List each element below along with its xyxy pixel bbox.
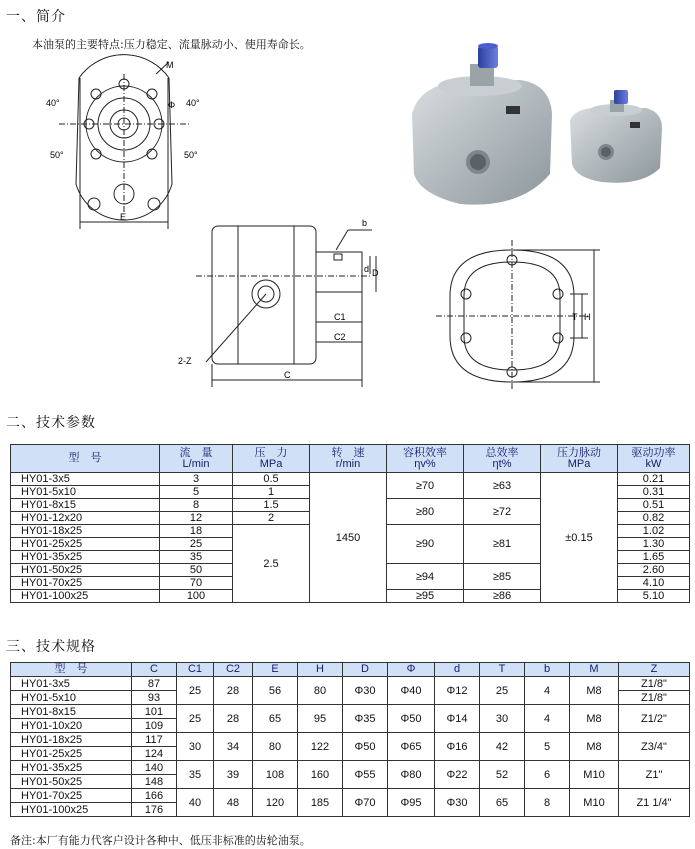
table-cell: HY01-35x25 — [11, 761, 132, 775]
table-cell: HY01-8x15 — [11, 499, 160, 512]
table-cell: HY01-70x25 — [11, 577, 160, 590]
label-m: M — [166, 60, 174, 70]
specs-header-b: b — [525, 663, 570, 677]
table-cell: 0.51 — [618, 499, 690, 512]
label-c1: C1 — [334, 312, 346, 322]
table-cell: Φ80 — [388, 761, 435, 789]
table-cell: 95 — [298, 705, 343, 733]
table-cell: 101 — [132, 705, 177, 719]
table-cell: 117 — [132, 733, 177, 747]
table-row — [11, 761, 690, 775]
label-c: C — [284, 370, 291, 380]
label-40-right: 40° — [186, 98, 200, 108]
table-cell: M8 — [570, 677, 619, 705]
table-cell: HY01-25x25 — [11, 747, 132, 761]
specs-header-model: 型 号 — [11, 663, 132, 677]
table-cell: Φ65 — [388, 733, 435, 761]
table-cell: 5.10 — [618, 590, 690, 603]
table-cell: HY01-100x25 — [11, 803, 132, 817]
table-cell: 6 — [525, 761, 570, 789]
label-50-left: 50° — [50, 150, 64, 160]
table-cell: 8 — [160, 499, 233, 512]
table-cell: HY01-50x25 — [11, 564, 160, 577]
table-cell: Φ22 — [435, 761, 480, 789]
table-cell: M8 — [570, 705, 619, 733]
params-header-pressure: 压 力 MPa — [233, 445, 310, 473]
label-2z: 2-Z — [178, 356, 192, 366]
table-row — [11, 789, 690, 803]
table-cell: ≥80 — [387, 499, 464, 525]
table-cell: 109 — [132, 719, 177, 733]
table-cell: 4.10 — [618, 577, 690, 590]
table-cell: 4 — [525, 705, 570, 733]
table-cell: 80 — [298, 677, 343, 705]
table-cell: Z3/4" — [619, 733, 690, 761]
specs-header-e: E — [253, 663, 298, 677]
table-cell: Φ30 — [343, 677, 388, 705]
label-t: T — [572, 312, 578, 322]
table-cell: Φ95 — [388, 789, 435, 817]
table-cell: 185 — [298, 789, 343, 817]
table-cell: 140 — [132, 761, 177, 775]
table-cell: 5 — [160, 486, 233, 499]
table-cell: HY01-50x25 — [11, 775, 132, 789]
table-cell: 166 — [132, 789, 177, 803]
table-cell: ≥70 — [387, 473, 464, 499]
table-cell: 56 — [253, 677, 298, 705]
specs-header-c2: C2 — [214, 663, 253, 677]
specs-header-c1: C1 — [177, 663, 214, 677]
front-view-drawing — [44, 54, 204, 234]
table-row — [11, 677, 690, 691]
table-cell: Φ35 — [343, 705, 388, 733]
specs-header-z: Z — [619, 663, 690, 677]
table-cell: ≥63 — [464, 473, 541, 499]
table-cell: Φ40 — [388, 677, 435, 705]
side-view-drawing — [176, 212, 379, 390]
table-cell: HY01-70x25 — [11, 789, 132, 803]
table-cell: 28 — [214, 705, 253, 733]
table-cell: Φ14 — [435, 705, 480, 733]
table-cell: ≥95 — [387, 590, 464, 603]
table-cell: 12 — [160, 512, 233, 525]
small-pump-photo — [566, 88, 666, 188]
table-cell: ≥94 — [387, 564, 464, 590]
params-header-power: 驱动功率 kW — [618, 445, 690, 473]
table-cell: 1450 — [310, 473, 387, 603]
table-cell: 93 — [132, 691, 177, 705]
table-cell: ≥72 — [464, 499, 541, 525]
specs-header-d-big: D — [343, 663, 388, 677]
large-pump-photo — [400, 44, 560, 214]
table-cell: HY01-10x20 — [11, 719, 132, 733]
table-cell: M10 — [570, 789, 619, 817]
params-header-speed: 转 速 r/min — [310, 445, 387, 473]
table-cell: 18 — [160, 525, 233, 538]
table-cell: HY01-12x20 — [11, 512, 160, 525]
table-cell: 120 — [253, 789, 298, 817]
table-cell: HY01-18x25 — [11, 733, 132, 747]
table-cell: Z1 1/4" — [619, 789, 690, 817]
table-cell: 0.31 — [618, 486, 690, 499]
table-cell: HY01-8x15 — [11, 705, 132, 719]
specs-title: 三、技术规格 — [6, 639, 96, 655]
table-cell: 65 — [480, 789, 525, 817]
table-cell: Z1/8" — [619, 677, 690, 691]
table-cell: 50 — [160, 564, 233, 577]
label-phi: Φ — [168, 100, 176, 110]
table-cell: ≥86 — [464, 590, 541, 603]
table-cell: 25 — [480, 677, 525, 705]
table-cell: 0.82 — [618, 512, 690, 525]
table-cell: 1.5 — [233, 499, 310, 512]
specs-header-phi: Φ — [388, 663, 435, 677]
table-cell: 87 — [132, 677, 177, 691]
table-cell: ±0.15 — [541, 473, 618, 603]
table-cell: Φ55 — [343, 761, 388, 789]
table-cell: ≥90 — [387, 525, 464, 564]
table-cell: HY01-5x10 — [11, 486, 160, 499]
table-row — [11, 473, 690, 486]
table-cell: Z1/2" — [619, 705, 690, 733]
label-d-big: D — [372, 268, 379, 278]
table-cell: 4 — [525, 677, 570, 705]
table-cell: 160 — [298, 761, 343, 789]
intro-text: 本油泵的主要特点:压力稳定、流量脉动小、使用寿命长。 — [32, 38, 311, 51]
table-cell: HY01-35x25 — [11, 551, 160, 564]
table-cell: 2 — [233, 512, 310, 525]
table-cell: 70 — [160, 577, 233, 590]
label-50-right: 50° — [184, 150, 198, 160]
table-cell: 48 — [214, 789, 253, 817]
table-cell: 124 — [132, 747, 177, 761]
footer-note: 备注:本厂有能力代客户设计各种中、低压非标准的齿轮油泵。 — [10, 834, 311, 847]
table-cell: 40 — [177, 789, 214, 817]
label-c2: C2 — [334, 332, 346, 342]
table-cell: 1.30 — [618, 538, 690, 551]
table-cell: 25 — [177, 705, 214, 733]
table-cell: 2.60 — [618, 564, 690, 577]
table-cell: M8 — [570, 733, 619, 761]
table-cell: Z1" — [619, 761, 690, 789]
params-header-pulsation: 压力脉动 MPa — [541, 445, 618, 473]
table-cell: 3 — [160, 473, 233, 486]
table-cell: Z1/8" — [619, 691, 690, 705]
intro-title: 一、简介 — [6, 9, 66, 25]
table-cell: 108 — [253, 761, 298, 789]
table-cell: 0.21 — [618, 473, 690, 486]
table-cell: HY01-25x25 — [11, 538, 160, 551]
params-table — [10, 444, 690, 603]
table-cell: 176 — [132, 803, 177, 817]
table-cell: ≥85 — [464, 564, 541, 590]
table-cell: 28 — [214, 677, 253, 705]
table-cell: 65 — [253, 705, 298, 733]
table-cell: Φ30 — [435, 789, 480, 817]
specs-header-c: C — [132, 663, 177, 677]
params-header-model: 型 号 — [11, 445, 160, 473]
table-cell: 100 — [160, 590, 233, 603]
table-cell: 122 — [298, 733, 343, 761]
specs-header-m: M — [570, 663, 619, 677]
table-cell: 34 — [214, 733, 253, 761]
table-cell: HY01-3x5 — [11, 677, 132, 691]
table-row — [11, 733, 690, 747]
table-cell: Φ12 — [435, 677, 480, 705]
table-cell: 0.5 — [233, 473, 310, 486]
table-cell: 30 — [480, 705, 525, 733]
label-e: E — [120, 212, 127, 222]
params-header-vol-eff: 容积效率 ηv% — [387, 445, 464, 473]
specs-table — [10, 662, 690, 817]
table-cell: 1.65 — [618, 551, 690, 564]
table-cell: 2.5 — [233, 525, 310, 603]
table-cell: Φ70 — [343, 789, 388, 817]
table-cell: Φ50 — [388, 705, 435, 733]
table-cell: 148 — [132, 775, 177, 789]
specs-header-t: T — [480, 663, 525, 677]
table-cell: 25 — [160, 538, 233, 551]
table-row — [11, 705, 690, 719]
params-header-flow: 流 量 L/min — [160, 445, 233, 473]
table-cell: 25 — [177, 677, 214, 705]
table-cell: ≥81 — [464, 525, 541, 564]
table-cell: 1.02 — [618, 525, 690, 538]
rear-view-drawing — [432, 236, 602, 396]
table-cell: Φ16 — [435, 733, 480, 761]
label-b: b — [362, 218, 368, 228]
label-d-small: d — [364, 264, 370, 274]
table-cell: 80 — [253, 733, 298, 761]
params-title: 二、技术参数 — [6, 415, 96, 431]
table-cell: Φ50 — [343, 733, 388, 761]
params-header-total-eff: 总效率 ηt% — [464, 445, 541, 473]
label-h: H — [584, 312, 591, 322]
side-body-outline — [212, 226, 316, 364]
table-cell: M10 — [570, 761, 619, 789]
table-cell: HY01-100x25 — [11, 590, 160, 603]
table-cell: HY01-5x10 — [11, 691, 132, 705]
table-cell: 35 — [177, 761, 214, 789]
table-cell: HY01-3x5 — [11, 473, 160, 486]
table-cell: HY01-18x25 — [11, 525, 160, 538]
table-cell: 8 — [525, 789, 570, 817]
table-cell: 1 — [233, 486, 310, 499]
table-cell: 39 — [214, 761, 253, 789]
table-cell: 5 — [525, 733, 570, 761]
table-cell: 30 — [177, 733, 214, 761]
specs-header-d-small: d — [435, 663, 480, 677]
table-cell: 42 — [480, 733, 525, 761]
label-40-left: 40° — [46, 98, 60, 108]
table-cell: 35 — [160, 551, 233, 564]
table-cell: 52 — [480, 761, 525, 789]
specs-header-h: H — [298, 663, 343, 677]
